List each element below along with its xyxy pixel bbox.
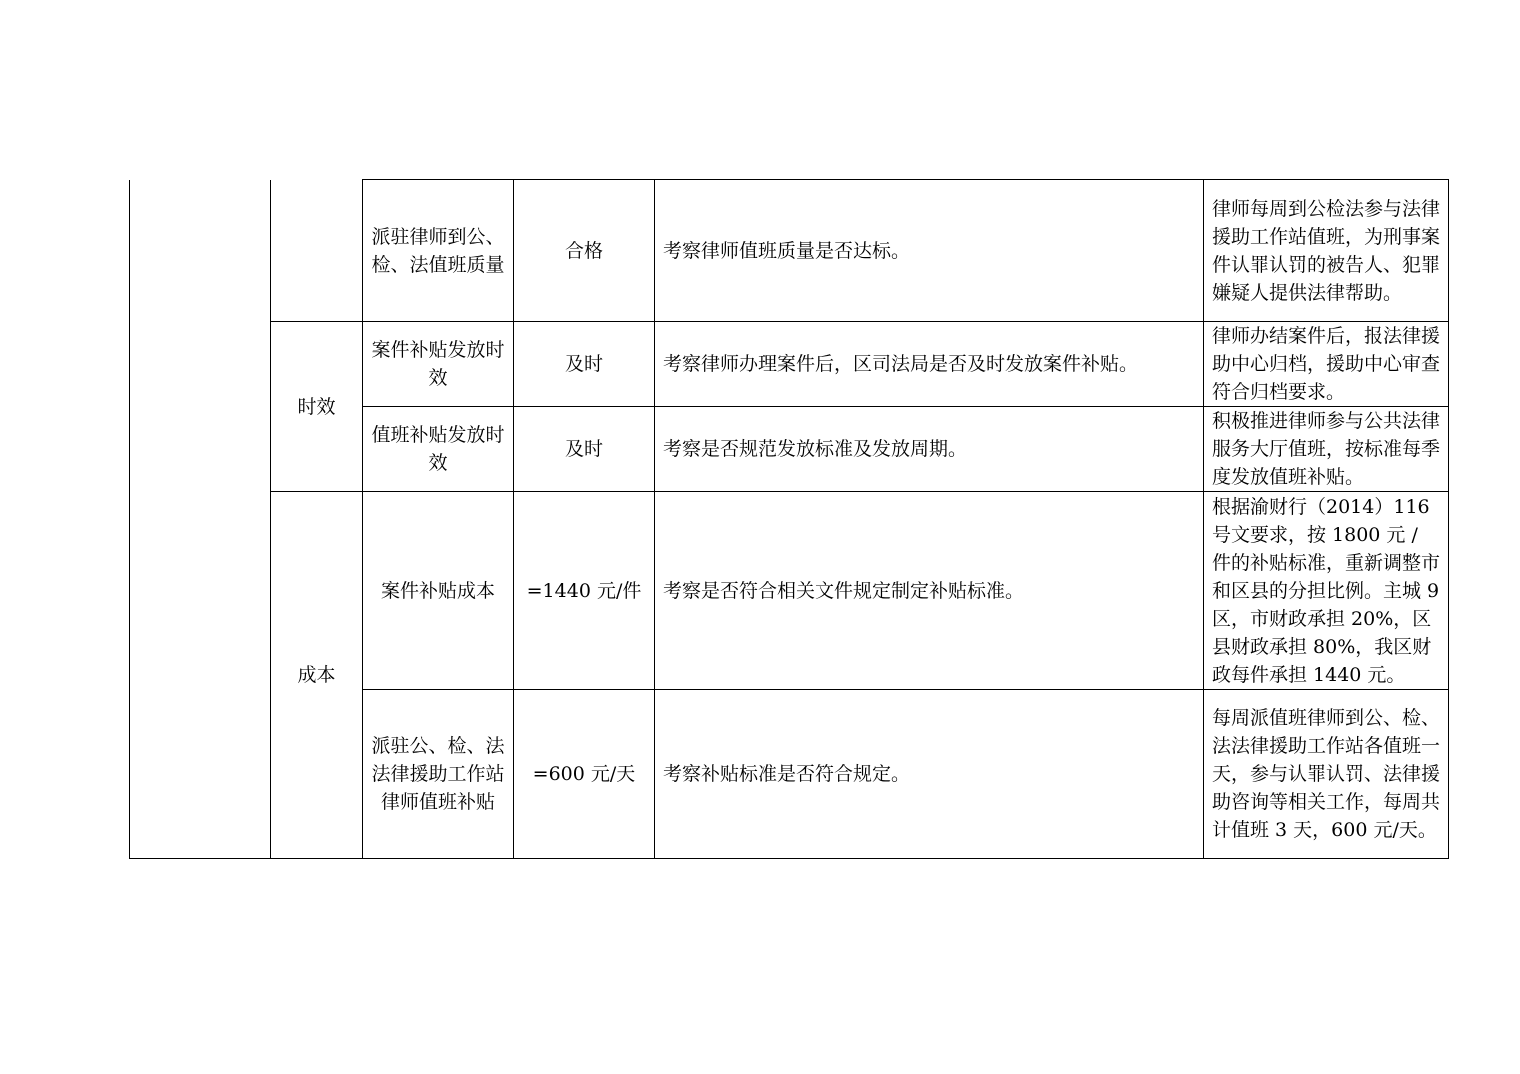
description-cell: 考察是否规范发放标准及发放周期。 bbox=[655, 407, 1204, 492]
description-cell: 考察补贴标准是否符合规定。 bbox=[655, 690, 1204, 859]
table-row bbox=[130, 322, 1449, 407]
table-row bbox=[130, 180, 1449, 322]
indicator-name-cell: 值班补贴发放时效 bbox=[363, 407, 514, 492]
indicator-name-cell: 派驻律师到公、检、法值班质量 bbox=[363, 180, 514, 322]
category-cell-timeliness: 时效 bbox=[271, 322, 363, 492]
indicator-name-cell: 派驻公、检、法法律援助工作站律师值班补贴 bbox=[363, 690, 514, 859]
level1-indicator-cell bbox=[130, 180, 271, 859]
category-cell-cost: 成本 bbox=[271, 492, 363, 859]
note-cell: 每周派值班律师到公、检、法法律援助工作站各值班一天，参与认罪认罚、法律援助咨询等相关工作，每周共计值班 3 天，600 元/天。 bbox=[1204, 690, 1449, 859]
note-cell: 根据渝财行（2014）116号文要求，按 1800 元 / 件的补贴标准，重新调整市和区县的分担比例。主城 9 区，市财政承担 20%，区县财政承担 80%，我区财政每件承担 1440 元。 bbox=[1204, 492, 1449, 690]
target-value-cell: =1440 元/件 bbox=[514, 492, 655, 690]
indicator-name-cell: 案件补贴发放时效 bbox=[363, 322, 514, 407]
performance-indicator-table bbox=[129, 179, 1449, 859]
level2-indicator-cell bbox=[271, 180, 363, 322]
note-cell: 律师办结案件后，报法律援助中心归档，援助中心审查符合归档要求。 bbox=[1204, 322, 1449, 407]
note-cell: 积极推进律师参与公共法律服务大厅值班，按标准每季度发放值班补贴。 bbox=[1204, 407, 1449, 492]
note-cell: 律师每周到公检法参与法律援助工作站值班，为刑事案件认罪认罚的被告人、犯罪嫌疑人提供法律帮助。 bbox=[1204, 180, 1449, 322]
target-value-cell: =600 元/天 bbox=[514, 690, 655, 859]
description-cell: 考察是否符合相关文件规定制定补贴标准。 bbox=[655, 492, 1204, 690]
indicator-name-cell: 案件补贴成本 bbox=[363, 492, 514, 690]
target-value-cell: 及时 bbox=[514, 407, 655, 492]
description-cell: 考察律师值班质量是否达标。 bbox=[655, 180, 1204, 322]
description-cell: 考察律师办理案件后，区司法局是否及时发放案件补贴。 bbox=[655, 322, 1204, 407]
target-value-cell: 合格 bbox=[514, 180, 655, 322]
target-value-cell: 及时 bbox=[514, 322, 655, 407]
table-row bbox=[130, 492, 1449, 690]
